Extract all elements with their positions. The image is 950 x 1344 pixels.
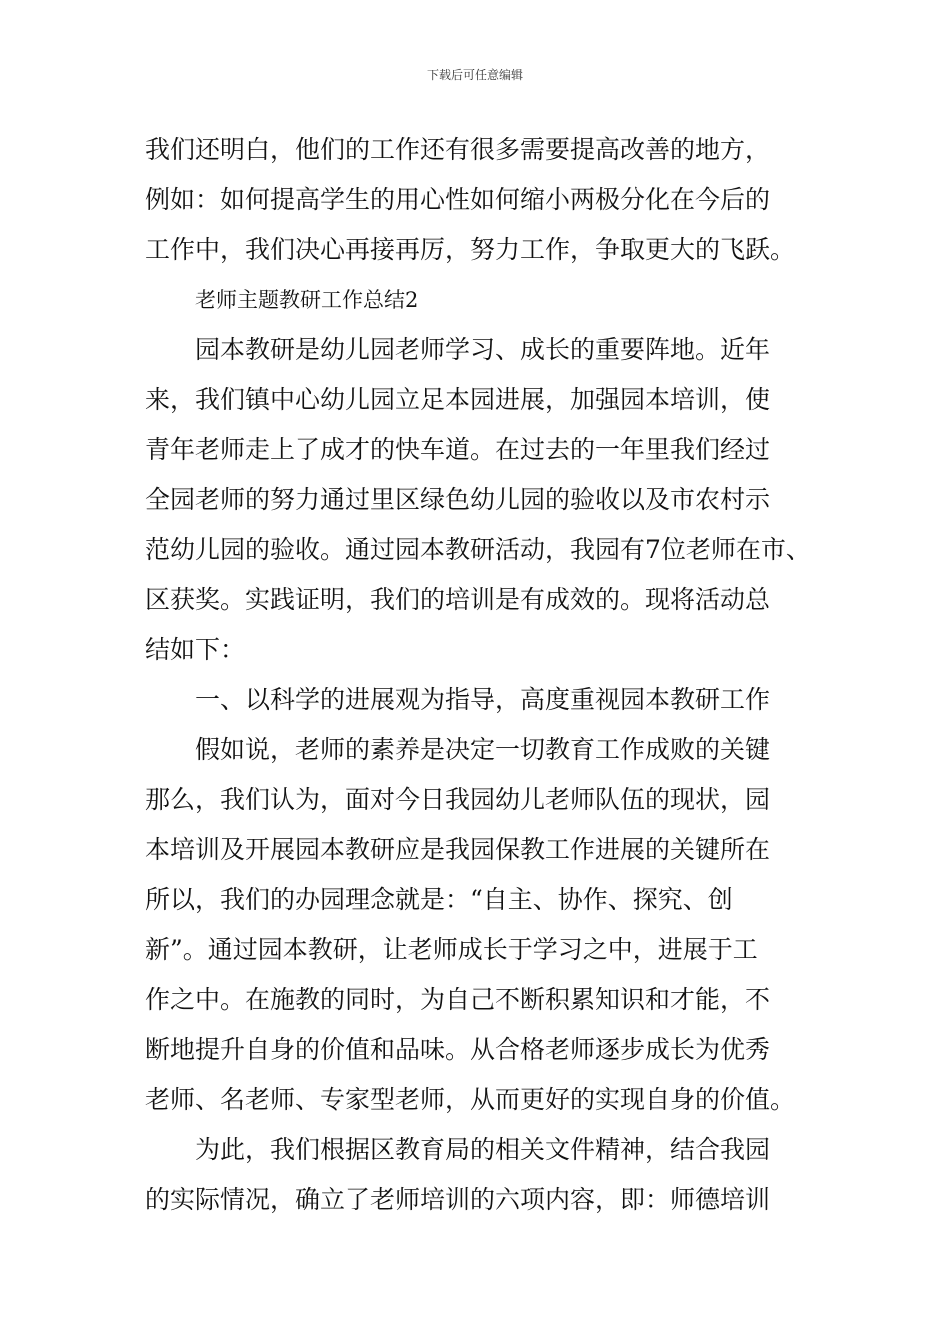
text-line: 断地提升自身的价值和品味。从合格老师逐步成长为优秀 [145, 1035, 771, 1064]
text-line: 假如说，老师的素养是决定一切教育工作成败的关键 [195, 735, 771, 764]
text-line: 为此，我们根据区教育局的相关文件精神，结合我园 [195, 1135, 771, 1164]
text-line: 工作中，我们决心再接再厉，努力工作，争取更大的飞跃。 [145, 235, 796, 264]
text-line: 所以，我们的办园理念就是：“自主、协作、探究、创 [145, 885, 733, 914]
text-line: 例如：如何提高学生的用心性如何缩小两极分化在今后的 [145, 185, 771, 214]
page-header: 下载后可任意编辑 [426, 68, 523, 82]
text-line: 的实际情况，确立了老师培训的六项内容，即：师德培训 [145, 1185, 771, 1214]
text-line: 结如下： [145, 635, 246, 664]
text-line: 新”。通过园本教研，让老师成长于学习之中，进展于工 [145, 935, 758, 964]
text-line: 区获奖。实践证明，我们的培训是有成效的。现将活动总 [145, 585, 771, 614]
text-line: 青年老师走上了成才的快车道。在过去的一年里我们经过 [145, 435, 771, 464]
text-line: 一、以科学的进展观为指导，高度重视园本教研工作 [195, 685, 771, 714]
text-line: 来，我们镇中心幼儿园立足本园进展，加强园本培训，使 [145, 385, 771, 414]
text-line: 我们还明白，他们的工作还有很多需要提高改善的地方， [145, 135, 771, 164]
text-line: 老师、名老师、专家型老师，从而更好的实现自身的价值。 [145, 1085, 796, 1114]
text-line: 那么，我们认为，面对今日我园幼儿老师队伍的现状，园 [145, 785, 771, 814]
text-line: 园本教研是幼儿园老师学习、成长的重要阵地。近年 [195, 335, 771, 364]
text-line: 全园老师的努力通过里区绿色幼儿园的验收以及市农村示 [145, 485, 771, 514]
section-heading: 老师主题教研工作总结2 [195, 288, 419, 312]
document-body [145, 125, 810, 1225]
text-line: 范幼儿园的验收。通过园本教研活动，我园有7位老师在市、 [145, 535, 811, 564]
text-line: 本培训及开展园本教研应是我园保教工作进展的关键所在 [145, 835, 771, 864]
text-line: 作之中。在施教的同时，为自己不断积累知识和才能，不 [145, 985, 771, 1014]
